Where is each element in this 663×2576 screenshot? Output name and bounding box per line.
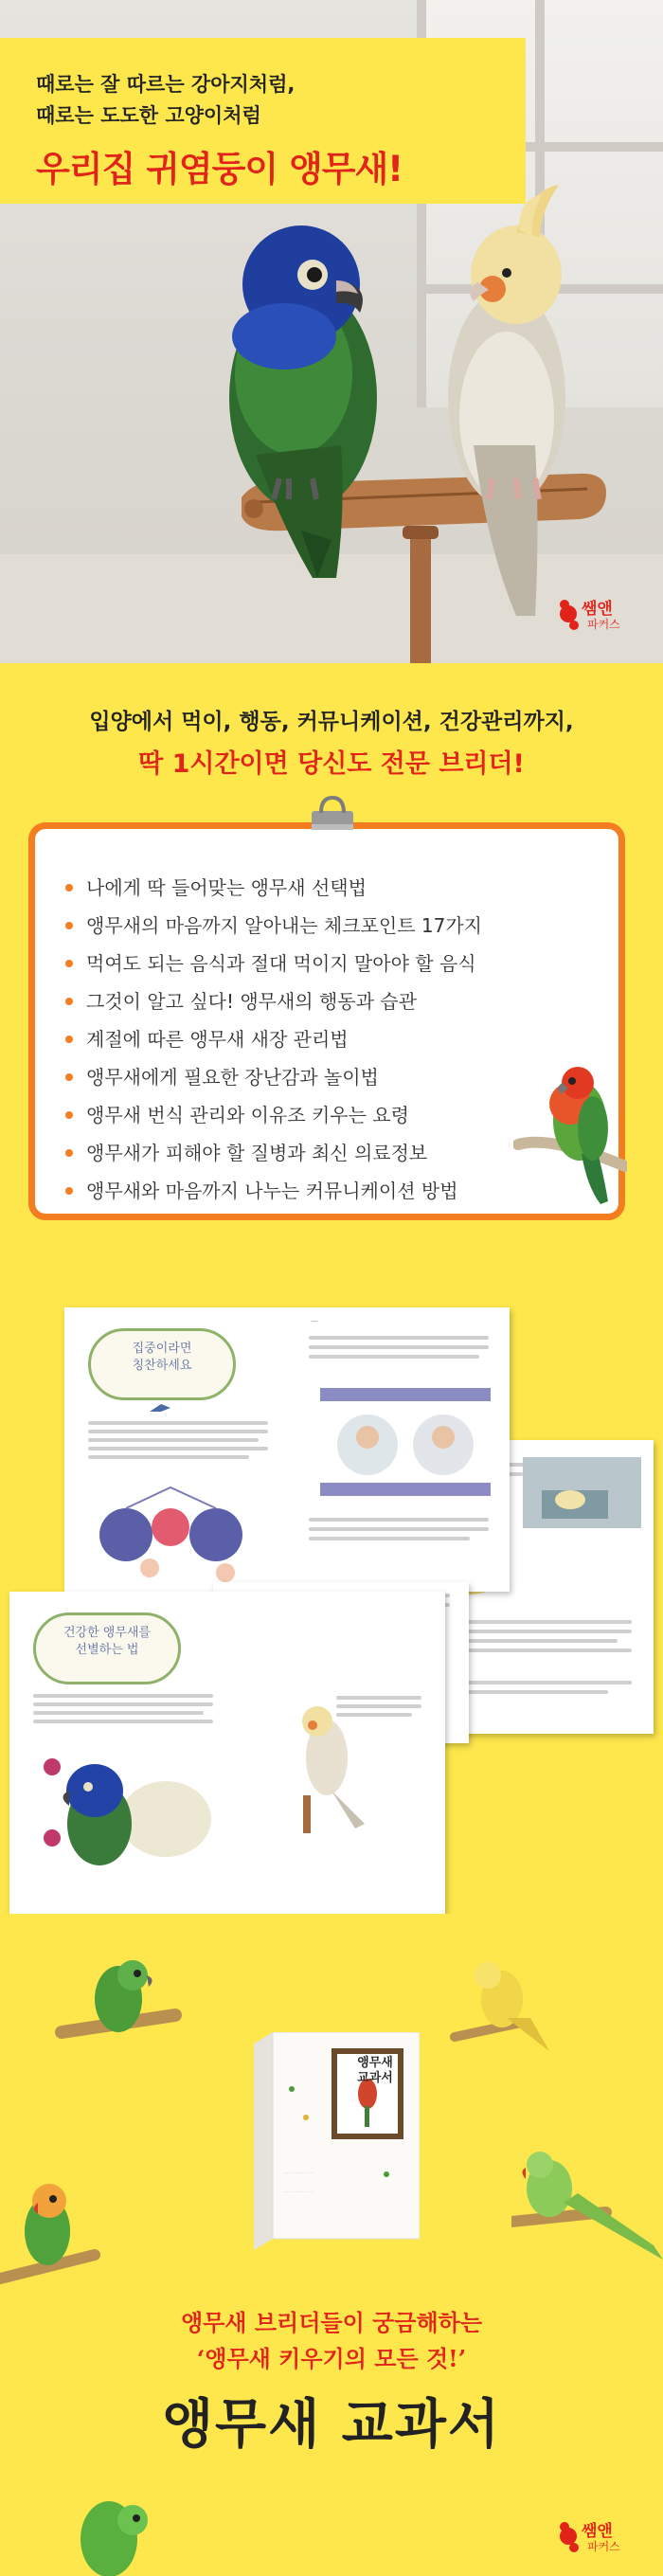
- bullet-icon: [65, 1149, 73, 1157]
- feature-item: 먹여도 되는 음식과 절대 먹이지 말아야 할 음식: [65, 945, 482, 982]
- feature-item: 앵무새에게 필요한 장난감과 놀이법: [65, 1058, 482, 1096]
- svg-text:· · · · · · · · · ·: · · · · · · · · · ·: [284, 2189, 314, 2195]
- green-parrot-top-left-illustration: [43, 1956, 185, 2061]
- svg-text:· · · · · · · · · ·: · · · · · · · · · ·: [284, 2171, 314, 2176]
- preview-page-bottom: [9, 1592, 445, 1914]
- features-subhead: 입양에서 먹이, 행동, 커뮤니케이션, 건강관리까지,: [89, 710, 574, 734]
- book-title: 앵무새 교과서: [161, 2393, 502, 2456]
- hero-headline: 우리집 귀염둥이 앵무새!: [36, 149, 403, 189]
- feature-item: 앵무새의 마음까지 알아내는 체크포인트 17가지: [65, 907, 482, 945]
- cockatiel-photo: [523, 1457, 641, 1528]
- feature-item: 계절에 따른 앵무새 새장 관리법: [65, 1020, 482, 1058]
- feature-item: 나에게 딱 들어맞는 앵무새 선택법: [65, 869, 482, 907]
- preview-page3-title: 건강한 앵무새를 선별하는 법: [33, 1612, 181, 1684]
- hero-line-1: 때로는 잘 따르는 강아지처럼,: [36, 73, 296, 96]
- preview-photos: [320, 1388, 491, 1502]
- lovebird-left-illustration: [0, 2165, 104, 2297]
- hero-text-box: [0, 38, 526, 204]
- book-tagline-2: ‘앵무새 키우기의 모든 것!’: [196, 2345, 467, 2372]
- book-section: [0, 1914, 663, 2576]
- hero-section: [0, 0, 663, 663]
- features-card: [28, 822, 625, 1220]
- feature-item: 그것이 알고 싶다! 앵무새의 행동과 습관: [65, 982, 482, 1020]
- conure-illustration: [513, 1054, 627, 1206]
- bullet-icon: [65, 1187, 73, 1195]
- publisher-logo-main: 쌤앤: [582, 2522, 613, 2541]
- publisher-logo-sub: 파커스: [587, 618, 620, 631]
- bullet-icon: [65, 1036, 73, 1043]
- bullet-icon: [65, 884, 73, 892]
- publisher-logo-bottom: [559, 2513, 635, 2557]
- publisher-logo-sub: 파커스: [587, 2540, 620, 2553]
- feature-list: [65, 869, 482, 1210]
- bullet-icon: [65, 1073, 73, 1081]
- book-preview-section: [0, 1270, 663, 1914]
- binder-clip-icon: [308, 796, 357, 834]
- ringneck-right-illustration: [511, 2132, 663, 2264]
- features-section: [0, 663, 663, 1270]
- hero-line-2: 때로는 도도한 고양이처럼: [36, 104, 261, 127]
- green-parrot-bottom-left-illustration: [57, 2482, 170, 2576]
- book-cover-title: 앵무새 교과서: [357, 2056, 393, 2085]
- publisher-logo-main: 쌤앤: [582, 600, 613, 619]
- bullet-icon: [65, 998, 73, 1005]
- publisher-logo: [559, 591, 635, 635]
- preview-spread-top: 집중이라면 칭찬하세요 —: [64, 1307, 510, 1592]
- lovebird-top-right-illustration: [445, 1952, 559, 2056]
- feature-item: 앵무새와 마음까지 나누는 커뮤니케이션 방법: [65, 1172, 482, 1210]
- features-headline: 딱 1시간이면 당신도 전문 브리더!: [138, 749, 525, 779]
- book-tagline-1: 앵무새 브리더들이 궁금해하는: [180, 2309, 483, 2336]
- bird-icon: [148, 1402, 172, 1415]
- bullet-icon: [65, 922, 73, 929]
- preview-page1-title: 집중이라면 칭찬하세요: [88, 1328, 236, 1400]
- feature-item: 앵무새 번식 관리와 이유조 키우는 요령: [65, 1096, 482, 1134]
- pionus-illustration: [43, 1734, 213, 1876]
- bullet-icon: [65, 1111, 73, 1119]
- feature-item: 앵무새가 피해야 할 질병과 최신 의료정보: [65, 1134, 482, 1172]
- diagram-circles: [83, 1468, 273, 1587]
- bullet-icon: [65, 960, 73, 967]
